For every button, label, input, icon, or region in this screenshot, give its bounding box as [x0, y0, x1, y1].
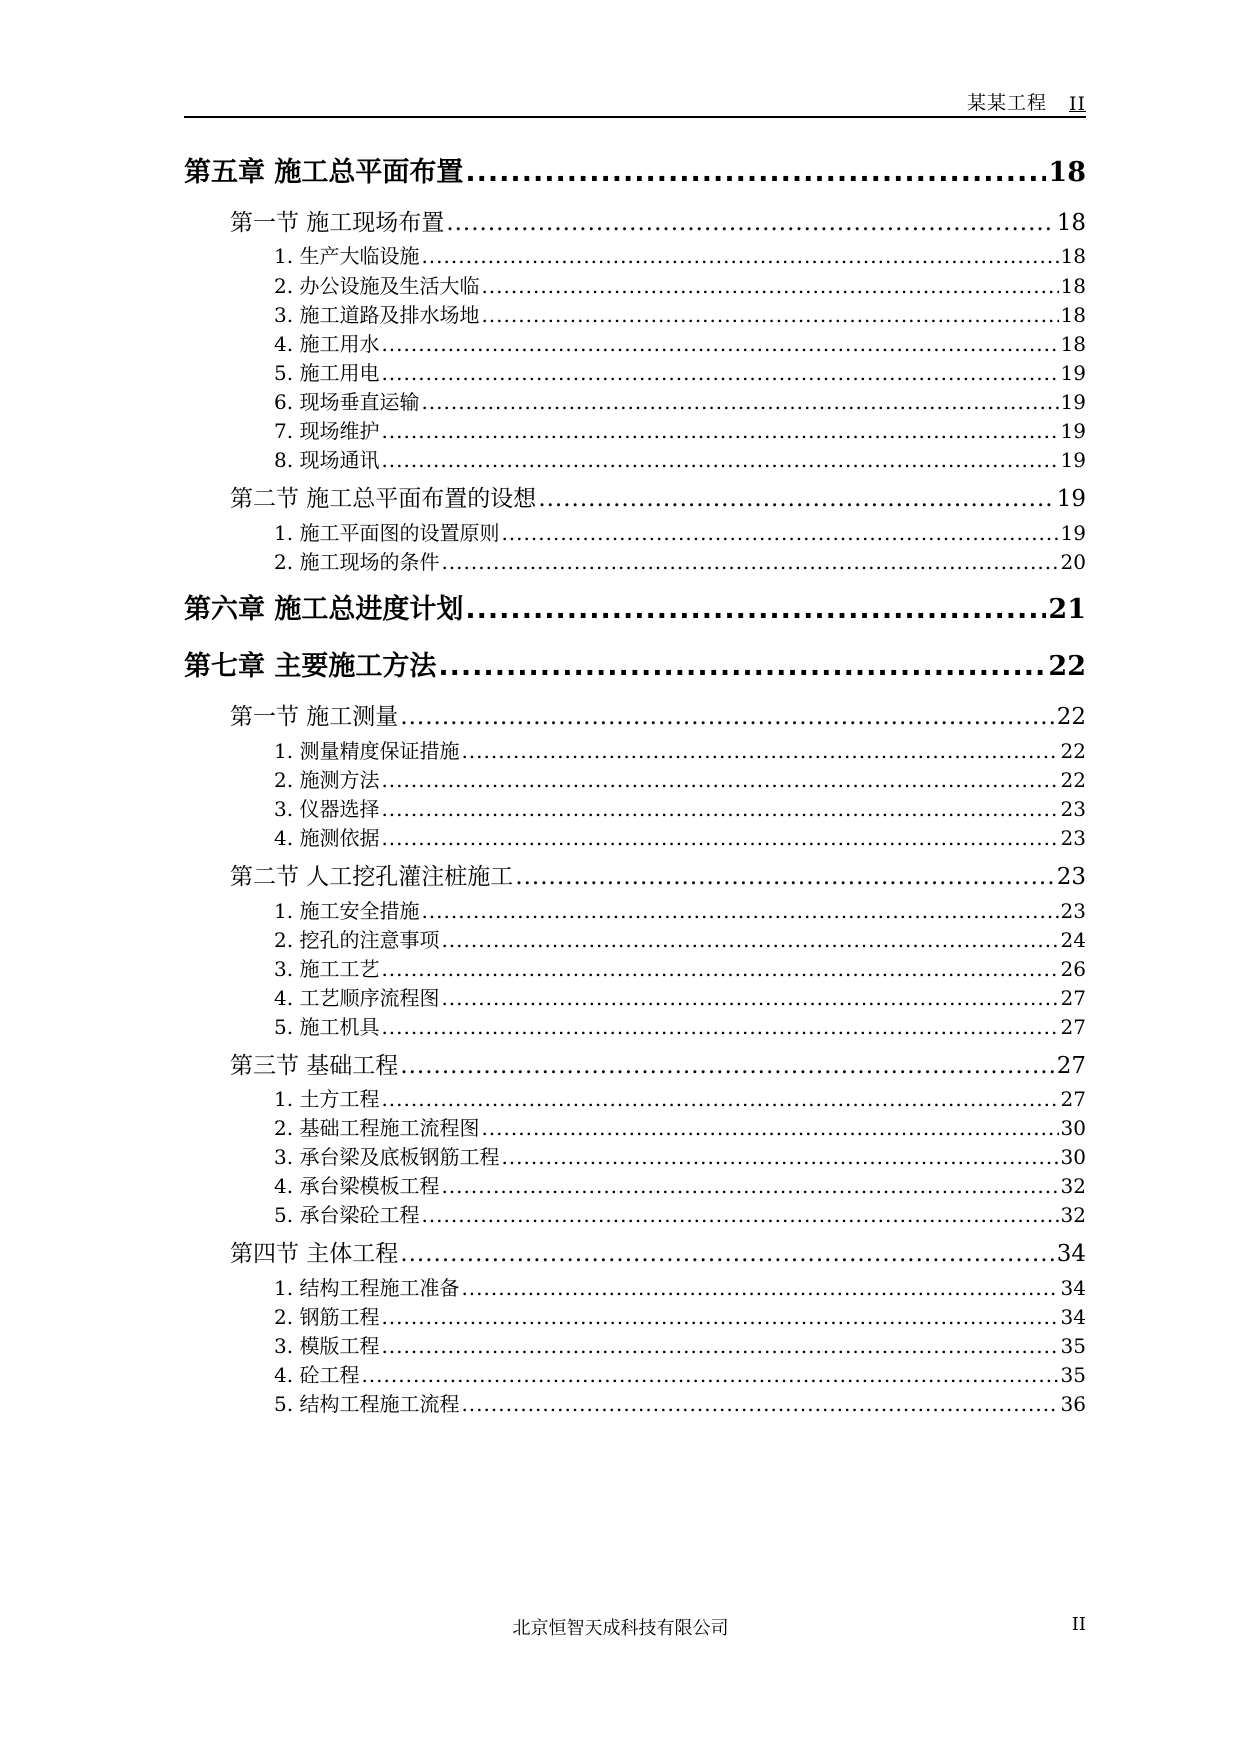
footer-company: 北京恒智天成科技有限公司	[512, 1618, 729, 1639]
toc-title: 第六章 施工总进度计划	[184, 594, 464, 625]
header-project: 某某工程	[966, 92, 1047, 114]
toc-page-number: 19	[1060, 361, 1086, 385]
toc-title: 4. 施测依据	[274, 826, 380, 850]
toc-item[interactable]	[274, 735, 1086, 764]
footer-page-number: II	[1071, 1614, 1086, 1635]
toc-leader-dots	[381, 1087, 1058, 1111]
toc-leader-dots	[400, 704, 1054, 730]
toc-leader-dots	[361, 1363, 1058, 1387]
toc-title: 4. 工艺顺序流程图	[274, 986, 440, 1010]
toc-item[interactable]	[274, 299, 1086, 328]
toc-leader-dots	[421, 390, 1058, 414]
toc-title: 4. 施工用水	[274, 332, 380, 356]
toc-page-number: 22	[1056, 704, 1086, 730]
toc-page-number: 22	[1048, 651, 1086, 682]
toc-page-number: 24	[1060, 928, 1086, 952]
toc-item[interactable]	[274, 386, 1086, 415]
toc-title: 3. 施工工艺	[274, 957, 380, 981]
toc-item[interactable]	[274, 764, 1086, 793]
toc-chapter[interactable]	[184, 150, 1086, 189]
toc-leader-dots	[461, 1392, 1058, 1416]
toc-title: 1. 测量精度保证措施	[274, 739, 460, 763]
toc-title: 5. 承台梁砼工程	[274, 1203, 420, 1227]
toc-leader-dots	[538, 486, 1054, 512]
toc-title: 第一节 施工现场布置	[230, 210, 445, 236]
toc-leader-dots	[461, 739, 1058, 763]
toc-title: 1. 生产大临设施	[274, 244, 420, 268]
toc-title: 第五章 施工总平面布置	[184, 157, 464, 188]
toc-chapter[interactable]	[184, 587, 1086, 626]
toc-leader-dots	[381, 957, 1058, 981]
toc-page-number: 34	[1060, 1305, 1086, 1329]
toc-leader-dots	[421, 244, 1058, 268]
toc-leader-dots	[421, 899, 1058, 923]
toc-leader-dots	[400, 1053, 1054, 1079]
toc-title: 3. 仪器选择	[274, 797, 380, 821]
toc-leader-dots	[515, 864, 1054, 890]
toc-title: 2. 办公设施及生活大临	[274, 274, 480, 298]
toc-leader-dots	[481, 274, 1058, 298]
toc-leader-dots	[381, 361, 1058, 385]
toc-item[interactable]	[274, 270, 1086, 299]
toc-leader-dots	[381, 768, 1058, 792]
toc-section[interactable]	[230, 480, 1086, 513]
toc-title: 第四节 主体工程	[230, 1241, 399, 1267]
toc-page-number: 22	[1060, 739, 1086, 763]
toc-item[interactable]	[274, 546, 1086, 575]
toc-title: 5. 施工机具	[274, 1015, 380, 1039]
toc-leader-dots	[481, 1116, 1058, 1140]
toc-page-number: 18	[1048, 157, 1086, 188]
toc-title: 5. 施工用电	[274, 361, 380, 385]
toc-item[interactable]	[274, 1170, 1086, 1199]
toc-page-number: 35	[1060, 1334, 1086, 1358]
toc-leader-dots	[441, 550, 1058, 574]
toc-page-number: 18	[1060, 303, 1086, 327]
toc-page-number: 23	[1060, 797, 1086, 821]
toc-page-number: 30	[1060, 1145, 1086, 1169]
toc-leader-dots	[381, 1305, 1058, 1329]
toc-item[interactable]	[274, 328, 1086, 357]
toc-item[interactable]	[274, 415, 1086, 444]
toc-leader-dots	[461, 1276, 1058, 1300]
toc-page-number: 32	[1060, 1174, 1086, 1198]
toc-page-number: 36	[1060, 1392, 1086, 1416]
toc-page-number: 22	[1060, 768, 1086, 792]
toc-leader-dots	[501, 521, 1058, 545]
toc-title: 第七章 主要施工方法	[184, 651, 437, 682]
toc-item[interactable]	[274, 517, 1086, 546]
toc-title: 3. 承台梁及底板钢筋工程	[274, 1145, 500, 1169]
toc-page-number: 23	[1056, 864, 1086, 890]
toc-title: 3. 施工道路及排水场地	[274, 303, 480, 327]
toc-item[interactable]	[274, 895, 1086, 924]
toc-item[interactable]	[274, 1330, 1086, 1359]
toc-title: 4. 承台梁模板工程	[274, 1174, 440, 1198]
toc-item[interactable]	[274, 793, 1086, 822]
toc-leader-dots	[465, 157, 1046, 188]
toc-leader-dots	[465, 594, 1046, 625]
toc-leader-dots	[381, 826, 1058, 850]
toc-page-number: 18	[1060, 274, 1086, 298]
toc-item[interactable]	[274, 1083, 1086, 1112]
toc-item[interactable]	[274, 357, 1086, 386]
toc-leader-dots	[441, 1174, 1058, 1198]
toc-title: 6. 现场垂直运输	[274, 390, 420, 414]
toc-page-number: 34	[1056, 1241, 1086, 1267]
toc-item[interactable]	[274, 1112, 1086, 1141]
toc-section[interactable]	[230, 1235, 1086, 1268]
toc-item[interactable]	[274, 1272, 1086, 1301]
toc-page-number: 18	[1056, 210, 1086, 236]
toc-title: 1. 土方工程	[274, 1087, 380, 1111]
toc-page-number: 23	[1060, 826, 1086, 850]
toc-title: 2. 施工现场的条件	[274, 550, 440, 574]
toc-page-number: 18	[1060, 332, 1086, 356]
toc-page-number: 20	[1060, 550, 1086, 574]
toc-item[interactable]	[274, 240, 1086, 269]
toc-leader-dots	[481, 303, 1058, 327]
toc-page-number: 26	[1060, 957, 1086, 981]
toc-page-number: 18	[1060, 244, 1086, 268]
toc-page-number: 32	[1060, 1203, 1086, 1227]
toc-leader-dots	[381, 1334, 1058, 1358]
toc-item[interactable]	[274, 1141, 1086, 1170]
toc-title: 1. 施工平面图的设置原则	[274, 521, 500, 545]
toc-leader-dots	[381, 797, 1058, 821]
toc-title: 第二节 人工挖孔灌注桩施工	[230, 864, 514, 890]
toc-page-number: 27	[1060, 1087, 1086, 1111]
toc-title: 5. 结构工程施工流程	[274, 1392, 460, 1416]
toc-title: 2. 基础工程施工流程图	[274, 1116, 480, 1140]
toc-page-number: 21	[1048, 594, 1086, 625]
toc-leader-dots	[421, 1203, 1058, 1227]
toc-section[interactable]	[230, 698, 1086, 731]
toc-item[interactable]	[274, 924, 1086, 953]
toc-leader-dots	[381, 419, 1058, 443]
toc-title: 2. 钢筋工程	[274, 1305, 380, 1329]
toc-item[interactable]	[274, 1011, 1086, 1040]
toc-title: 2. 挖孔的注意事项	[274, 928, 440, 952]
toc-page-number: 34	[1060, 1276, 1086, 1300]
toc-chapter[interactable]	[184, 644, 1086, 683]
toc-leader-dots	[446, 210, 1054, 236]
toc-page-number: 23	[1060, 899, 1086, 923]
toc-section[interactable]	[230, 204, 1086, 237]
toc-page-number: 19	[1060, 521, 1086, 545]
toc-item[interactable]	[274, 1301, 1086, 1330]
toc-page-number: 27	[1060, 986, 1086, 1010]
header-text	[967, 88, 1086, 115]
toc-leader-dots	[438, 651, 1046, 682]
toc-page-number: 19	[1060, 419, 1086, 443]
toc-title: 1. 施工安全措施	[274, 899, 420, 923]
toc-item[interactable]	[274, 1388, 1086, 1417]
toc-page-number: 30	[1060, 1116, 1086, 1140]
toc-page-number: 19	[1056, 486, 1086, 512]
toc-page-number: 35	[1060, 1363, 1086, 1387]
toc-page-number: 19	[1060, 390, 1086, 414]
toc-item[interactable]	[274, 982, 1086, 1011]
toc-leader-dots	[441, 986, 1058, 1010]
toc-page-number: 27	[1056, 1053, 1086, 1079]
toc-item[interactable]	[274, 444, 1086, 473]
toc-page-number: 19	[1060, 448, 1086, 472]
toc-section[interactable]	[230, 1047, 1086, 1080]
toc-title: 7. 现场维护	[274, 419, 380, 443]
toc-title: 2. 施测方法	[274, 768, 380, 792]
toc-leader-dots	[501, 1145, 1058, 1169]
toc-title: 4. 砼工程	[274, 1363, 360, 1387]
toc-leader-dots	[381, 332, 1058, 356]
toc-title: 第二节 施工总平面布置的设想	[230, 486, 537, 512]
toc-title: 1. 结构工程施工准备	[274, 1276, 460, 1300]
toc-item[interactable]	[274, 1199, 1086, 1228]
toc-item[interactable]	[274, 1359, 1086, 1388]
header-page-number: II	[1068, 93, 1086, 115]
toc-title: 8. 现场通讯	[274, 448, 380, 472]
toc-title: 3. 模版工程	[274, 1334, 380, 1358]
page-header	[184, 84, 1086, 118]
toc-section[interactable]	[230, 858, 1086, 891]
toc-item[interactable]	[274, 953, 1086, 982]
toc-title: 第一节 施工测量	[230, 704, 399, 730]
toc-title: 第三节 基础工程	[230, 1053, 399, 1079]
toc-page-number: 27	[1060, 1015, 1086, 1039]
toc-leader-dots	[381, 448, 1058, 472]
toc-item[interactable]	[274, 822, 1086, 851]
toc-leader-dots	[441, 928, 1058, 952]
toc-leader-dots	[381, 1015, 1058, 1039]
toc-leader-dots	[400, 1241, 1054, 1267]
